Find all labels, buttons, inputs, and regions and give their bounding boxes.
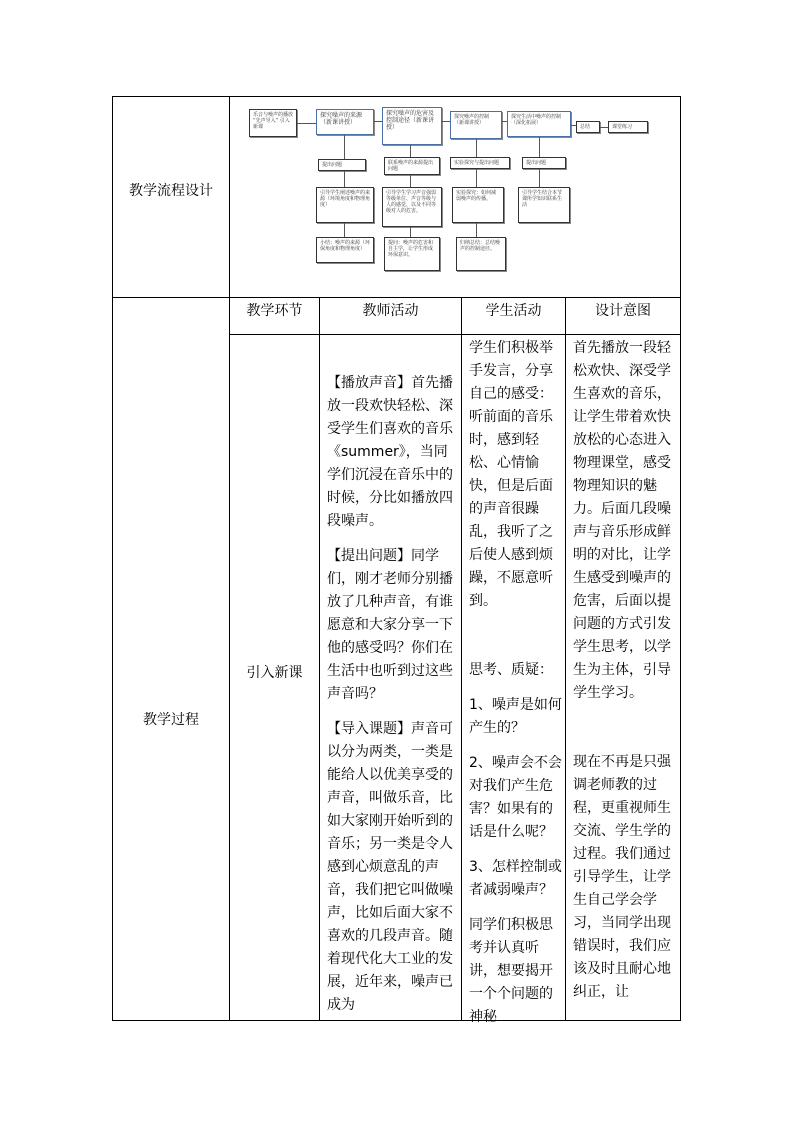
- flow-arrow: [344, 171, 345, 187]
- flow-exercise-box: 课堂练习: [608, 121, 648, 133]
- flow-arrow: [410, 227, 411, 237]
- teacher-paragraph: 【播放声音】首先播放一段欢快轻松、深受学生们喜欢的音乐《summer》，当同学们沉浸在音乐中的时候，分比如播放四段噪声。: [327, 375, 453, 529]
- intent-paragraph: 首先播放一段轻松欢快、深受学生喜欢的音乐，让学生带着欢快放松的心态进入物理课堂，感受物理知识的魅力。后面几段噪声与音乐形成鲜明的对比，让学生感受到噪声的危害，后面以提问题的方式引发学生思考，以学生为主体，引导学生学习。: [573, 340, 671, 701]
- flow-question2-box: 联系噪声的来源提出问题: [384, 157, 440, 175]
- flow-step1-box: 探究噪声的来源（新课讲授）: [316, 109, 374, 135]
- flow-question1-box: 提出问题: [318, 159, 366, 171]
- intent-paragraph: 现在不再是只强调老师教的过程，更重视师生交流、学生学的过程。我们通过引导学生，让学生自己学会学习，当同学出现错误时，我们应该及时且耐心地纠正，让: [573, 754, 671, 1000]
- flow-summary-box: 总结: [576, 121, 600, 133]
- header-row-divider: [229, 334, 681, 335]
- process-row-label: 教学过程: [143, 712, 199, 728]
- col-divider-3: [565, 297, 566, 1021]
- header-student: 学生活动: [485, 303, 542, 319]
- flow-step4-box: 探究生活中噪声的控制（深化拓展）: [507, 111, 571, 137]
- teacher-paragraph: 【导入课题】声音可以分为两类，一类是能给人以优美享受的声音，叫做乐音，比如大家刚开始听到的音乐；另一类是令人感到心烦意乱的声音，我们把它叫做噪声，比如后面大家不喜欢的几段声音。随着现代化大工业的发展，近年来，噪声已成为: [327, 721, 453, 1013]
- table-border-left: [112, 96, 113, 1021]
- table-border-bottom: [112, 1020, 681, 1021]
- flow-guide2-box: 引导学生学习声音强弱等级单位、声音等级与人的感觉，以及不同等级对人的危害。: [382, 187, 442, 227]
- student-paragraph: 同学们积极思考并认真听讲，想要揭开一个个问题的神秘: [469, 917, 553, 1025]
- flow-arrow: [344, 135, 345, 159]
- teacher-activity: [327, 372, 459, 1017]
- flow-arrow: [410, 145, 411, 157]
- student-paragraph: 1、噪声是如何产生的？: [469, 697, 562, 736]
- col-divider-1: [319, 297, 320, 1021]
- flow-arrow: [476, 223, 477, 237]
- flow-guide3-box: 实验探究：如何减弱噪声的传播。: [452, 187, 504, 223]
- flow-arrow: [539, 169, 540, 187]
- flow-step2-box: 探究噪声的危害及控制途径（新课讲授）: [382, 107, 442, 145]
- student-paragraph: 2、噪声会不会对我们产生危害？如果有的话是什么呢？: [469, 755, 562, 840]
- col-divider-2: [461, 297, 462, 1021]
- stage-label: 引入新课: [246, 665, 303, 681]
- flow-arrow: [476, 139, 477, 157]
- flow-summary1-box: 小结：噪声的来源（环保角度和物理角度）: [316, 237, 374, 263]
- student-paragraph: 3、怎样控制或者减弱噪声？: [469, 859, 562, 898]
- flow-question3-box: 实验探究与提出问题: [450, 157, 510, 169]
- flow-arrow: [600, 127, 608, 128]
- student-paragraph: 思考、质疑：: [469, 662, 553, 678]
- header-intent: 设计意图: [595, 303, 651, 319]
- flow-arrow: [297, 123, 316, 124]
- header-teacher: 教师活动: [362, 303, 419, 319]
- flow-guide4-box: 引导学生结合本节课所学知识联系生活: [518, 187, 570, 223]
- student-paragraph: 学生们积极举手发言，分享自己的感受：听前面的音乐时，感到轻松、心情愉快，但是后面的声音很躁乱，我听了之后使人感到烦躁，不愿意听到。: [469, 340, 553, 609]
- flow-arrow: [374, 121, 382, 122]
- flow-arrow: [344, 223, 345, 237]
- flow-guide1-box: 引导学生阐述噪声的来源（环境角度和物理角度）: [316, 187, 374, 223]
- table-border-right: [680, 96, 681, 1021]
- flow-arrow: [476, 169, 477, 187]
- design-intent: [573, 337, 679, 1004]
- flow-summary2-box: 提问：噪声的危害和自主学，让学生形成环保意识。: [384, 237, 440, 271]
- row-divider-flow: [112, 297, 681, 298]
- flow-question4-box: 提出问题: [522, 157, 566, 169]
- student-activity: [469, 337, 563, 1029]
- flow-start-box: 乐音与噪声的播放 “先声导入” 引入新课: [249, 109, 297, 137]
- header-stage: 教学环节: [246, 303, 303, 319]
- flow-row-label: 教学流程设计: [129, 183, 213, 199]
- flow-arrow: [410, 175, 411, 187]
- teacher-paragraph: 【提出问题】同学们，刚才老师分别播放了几种声音，有谁愿意和大家分享一下他的感受吗？你们在生活中也听到过这些声音吗？: [327, 548, 453, 702]
- flow-arrow: [442, 121, 450, 122]
- flow-arrow: [539, 137, 540, 157]
- flow-step3-box: 探究噪声的控制（新课讲授）: [450, 111, 502, 139]
- flow-summary3-box: 归纳总结：总结噪声的控制途径。: [456, 237, 506, 271]
- teaching-flowchart: [230, 97, 680, 297]
